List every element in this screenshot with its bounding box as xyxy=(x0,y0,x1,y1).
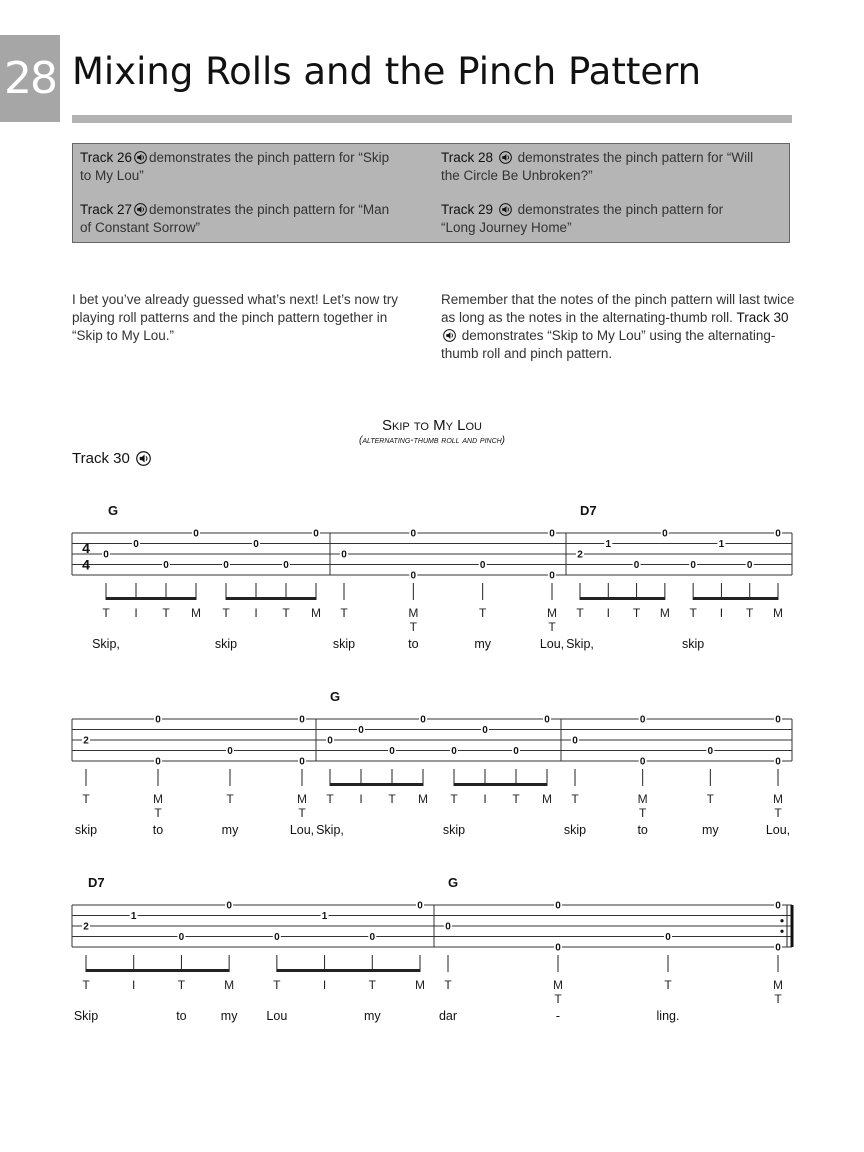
lyric-syllable: Skip xyxy=(73,1009,99,1023)
lyric-syllable: Skip, xyxy=(92,637,120,651)
paragraph-text: Remember that the notes of the pinch pattern will last twice as long as the notes in the alternating-thumb roll. xyxy=(441,292,795,325)
fret-number: 0 xyxy=(555,900,561,912)
lyric-syllable: Skip, xyxy=(566,637,594,651)
track-number: Track 28 xyxy=(441,150,494,165)
right-hand-finger: M xyxy=(153,792,163,806)
fret-number: 0 xyxy=(775,756,781,768)
fret-number: 0 xyxy=(283,560,289,572)
lyric-syllable: Lou xyxy=(266,1009,288,1023)
lyric-syllable: to xyxy=(152,823,164,837)
fret-number: 0 xyxy=(178,932,185,944)
fret-number: 0 xyxy=(193,528,199,540)
lyric-syllable: skip xyxy=(332,637,356,651)
fret-number: 0 xyxy=(775,942,781,954)
right-hand-finger: T xyxy=(478,606,487,620)
right-hand-finger: M xyxy=(311,606,321,620)
right-hand-finger: T xyxy=(102,606,110,620)
right-hand-finger-pinch: T xyxy=(548,620,556,634)
right-hand-finger: I xyxy=(719,606,724,620)
right-hand-finger: I xyxy=(132,978,136,992)
lyric-syllable: Lou, xyxy=(289,823,315,837)
right-hand-finger: M xyxy=(773,606,783,620)
fret-number: 0 xyxy=(133,539,139,551)
track-number: Track 30 xyxy=(736,310,789,325)
fret-number: 2 xyxy=(83,735,89,747)
fret-number: 0 xyxy=(389,746,395,758)
fret-number: 0 xyxy=(775,528,781,540)
right-hand-finger: T xyxy=(388,792,396,806)
song-subtitle: (alternating-thumb roll and pinch) xyxy=(358,435,506,446)
right-hand-finger: M xyxy=(773,792,783,806)
fret-number: 1 xyxy=(605,539,612,551)
fret-number: 0 xyxy=(707,746,714,758)
page-title: Mixing Rolls and the Pinch Pattern xyxy=(72,50,702,93)
lyric-syllable: skip xyxy=(442,823,466,837)
lyric-syllable: skip xyxy=(214,637,238,651)
chord-symbol: D7 xyxy=(580,503,597,518)
fret-number: 0 xyxy=(513,746,519,758)
fret-number: 0 xyxy=(775,714,781,726)
lyric-syllable: skip xyxy=(682,637,705,651)
time-signature-bottom: 4 xyxy=(82,556,90,573)
chord-symbol: G xyxy=(108,503,119,518)
fret-number: 2 xyxy=(577,549,583,561)
fret-number: 0 xyxy=(410,570,417,582)
fret-number: 0 xyxy=(445,921,451,933)
track-description: demonstrates the pinch pattern for “Long Journey Home” xyxy=(441,202,724,235)
fret-number: 0 xyxy=(155,756,161,768)
track-number: Track 29 xyxy=(441,202,494,217)
lyric-syllable: skip xyxy=(74,823,98,837)
fret-number: 0 xyxy=(775,900,781,912)
right-hand-finger: M xyxy=(547,606,557,620)
fret-number: 0 xyxy=(299,756,305,768)
track-number: Track 26 xyxy=(80,150,133,165)
fret-number: 0 xyxy=(482,725,488,737)
lyric-syllable: to xyxy=(176,1009,187,1023)
right-hand-finger: T xyxy=(82,792,90,806)
fret-number: 0 xyxy=(572,735,578,747)
fret-number: 0 xyxy=(227,746,233,758)
fret-number: 0 xyxy=(155,714,161,726)
fret-number: 0 xyxy=(327,735,333,747)
note-beam xyxy=(106,597,196,600)
fret-number: 0 xyxy=(633,560,640,572)
right-hand-finger: M xyxy=(408,606,419,620)
fret-number: 0 xyxy=(549,570,555,582)
right-hand-finger: T xyxy=(664,978,672,992)
lyric-syllable: dar xyxy=(438,1009,458,1023)
right-hand-finger: M xyxy=(542,792,552,806)
track-description: demonstrates the pinch pattern for “Skip to My Lou” xyxy=(80,150,390,183)
tab-system xyxy=(72,719,792,786)
note-beam xyxy=(86,969,229,972)
track-number: Track 27 xyxy=(80,202,133,217)
song-title: Skip to My Lou xyxy=(382,417,482,434)
fret-number: 0 xyxy=(223,560,229,572)
right-hand-finger: T xyxy=(273,978,281,992)
fret-number: 0 xyxy=(746,560,753,572)
right-hand-finger: M xyxy=(659,606,670,620)
fret-number: 0 xyxy=(420,714,426,726)
time-signature-top: 4 xyxy=(82,540,90,556)
right-hand-finger: M xyxy=(297,792,307,806)
chord-symbol: G xyxy=(448,875,459,890)
chord-symbol: G xyxy=(330,689,341,704)
right-hand-finger: T xyxy=(282,606,290,620)
right-hand-finger: T xyxy=(177,978,186,992)
fret-number: 0 xyxy=(451,746,457,758)
right-hand-finger: T xyxy=(576,606,584,620)
fret-number: 1 xyxy=(718,539,725,551)
right-hand-finger: I xyxy=(483,792,487,806)
lyric-syllable: - xyxy=(555,1009,561,1023)
note-beam xyxy=(454,783,547,786)
fret-number: 1 xyxy=(130,911,137,923)
right-hand-finger-pinch: T xyxy=(154,806,162,820)
right-hand-finger: M xyxy=(773,978,783,992)
fret-number: 0 xyxy=(662,528,668,540)
note-beam xyxy=(330,783,423,786)
paragraph-text: demonstrates “Skip to My Lou” using the alternating-thumb roll and pinch pattern. xyxy=(441,328,776,361)
track-description: demonstrates the pinch pattern for “Will the Circle Be Unbroken?” xyxy=(441,150,754,183)
right-hand-finger: T xyxy=(222,606,230,620)
right-hand-finger: M xyxy=(224,978,235,992)
right-hand-finger: M xyxy=(553,978,563,992)
tab-system xyxy=(72,533,792,600)
page-number: 28 xyxy=(0,35,60,122)
right-hand-finger: T xyxy=(571,792,579,806)
lyric-syllable: Lou, xyxy=(765,823,791,837)
fret-number: 0 xyxy=(163,560,169,572)
note-beam xyxy=(277,969,420,972)
right-hand-finger: M xyxy=(637,792,648,806)
fret-number: 0 xyxy=(417,900,423,912)
right-hand-finger: T xyxy=(340,606,348,620)
right-hand-finger: I xyxy=(606,606,610,620)
lyric-syllable: my xyxy=(221,823,239,837)
right-hand-finger: T xyxy=(689,606,697,620)
lyric-syllable: Lou, xyxy=(539,637,565,651)
lyric-syllable: ling. xyxy=(656,1009,680,1023)
right-hand-finger: T xyxy=(632,606,641,620)
track-description: demonstrates the pinch pattern for “Man of Constant Sorrow” xyxy=(80,202,390,235)
right-hand-finger: T xyxy=(706,792,715,806)
right-hand-finger: T xyxy=(512,792,520,806)
fret-number: 0 xyxy=(299,714,305,726)
fret-number: 0 xyxy=(665,932,671,944)
note-beam xyxy=(693,597,778,600)
fret-number: 0 xyxy=(358,725,364,737)
note-beam xyxy=(580,597,665,600)
right-hand-finger-pinch: T xyxy=(298,806,306,820)
fret-number: 0 xyxy=(341,549,347,561)
right-hand-finger: M xyxy=(415,978,425,992)
fret-number: 0 xyxy=(555,942,561,954)
lyric-syllable: skip xyxy=(563,823,587,837)
right-hand-finger: M xyxy=(418,792,428,806)
intro-paragraph-left: I bet you’ve already guessed what’s next! Let’s now try playing roll patterns and the pinch pattern together in “Skip to My Lou.” xyxy=(72,292,398,343)
right-hand-finger: T xyxy=(450,792,458,806)
lyric-syllable: my xyxy=(701,823,719,837)
right-hand-finger: T xyxy=(82,978,90,992)
lyric-syllable: my xyxy=(220,1009,238,1023)
repeat-dot xyxy=(780,930,783,933)
right-hand-finger: T xyxy=(162,606,170,620)
lyric-syllable: to xyxy=(637,823,648,837)
right-hand-finger: I xyxy=(359,792,363,806)
fret-number: 0 xyxy=(226,900,232,912)
track-number: Track 30 xyxy=(72,450,130,467)
lyric-syllable: my xyxy=(363,1009,381,1023)
note-beam xyxy=(226,597,316,600)
fret-number: 0 xyxy=(544,714,550,726)
lyric-syllable: my xyxy=(474,637,492,651)
fret-number: 0 xyxy=(410,528,417,540)
right-hand-finger: I xyxy=(322,978,327,992)
right-hand-finger-pinch: T xyxy=(638,806,647,820)
right-hand-finger-pinch: T xyxy=(554,992,562,1006)
right-hand-finger: T xyxy=(226,792,234,806)
fret-number: 0 xyxy=(103,549,109,561)
fret-number: 0 xyxy=(369,932,376,944)
lyric-syllable: to xyxy=(408,637,419,651)
fret-number: 0 xyxy=(690,560,696,572)
fret-number: 0 xyxy=(639,714,646,726)
right-hand-finger: I xyxy=(134,606,138,620)
right-hand-finger: T xyxy=(746,606,754,620)
right-hand-finger-pinch: T xyxy=(774,806,782,820)
right-hand-finger: T xyxy=(444,978,452,992)
right-hand-finger-pinch: T xyxy=(409,620,418,634)
fret-number: 0 xyxy=(313,528,319,540)
fret-number: 1 xyxy=(321,911,328,923)
right-hand-finger: T xyxy=(368,978,376,992)
right-hand-finger: I xyxy=(254,606,258,620)
fret-number: 0 xyxy=(549,528,555,540)
chord-symbol: D7 xyxy=(88,875,105,890)
lyric-syllable: Skip, xyxy=(316,823,344,837)
fret-number: 0 xyxy=(479,560,486,572)
right-hand-finger: T xyxy=(326,792,334,806)
fret-number: 0 xyxy=(274,932,280,944)
fret-number: 0 xyxy=(639,756,646,768)
repeat-dot xyxy=(780,919,783,922)
right-hand-finger: M xyxy=(191,606,201,620)
fret-number: 0 xyxy=(253,539,259,551)
right-hand-finger-pinch: T xyxy=(774,992,782,1006)
fret-number: 2 xyxy=(83,921,89,933)
